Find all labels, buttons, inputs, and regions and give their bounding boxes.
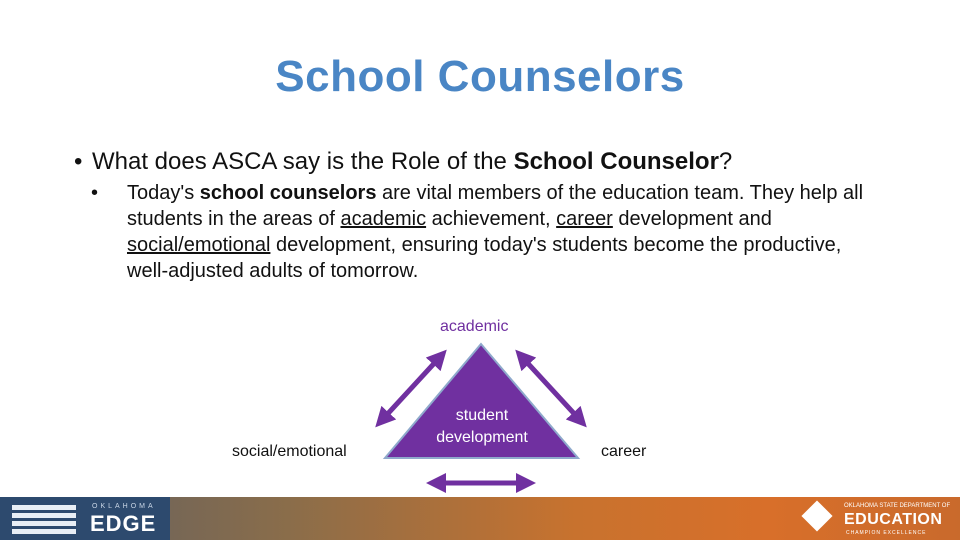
bullet2-p3: achievement, — [426, 208, 557, 230]
bullet-dot: • — [91, 182, 99, 204]
edge-stripes-icon — [12, 505, 76, 537]
bullet2-career: career — [556, 208, 613, 230]
label-career: career — [601, 443, 647, 460]
bullet2-p4: development and — [612, 208, 772, 230]
footer-bar — [0, 497, 960, 540]
triangle-label — [422, 405, 542, 449]
osde-logo-small-text: OKLAHOMA STATE DEPARTMENT OF — [844, 503, 951, 509]
bullet2-academic: academic — [340, 208, 427, 230]
bullet1-suffix: ? — [718, 148, 733, 175]
bullet1-prefix: What does ASCA say is the Role of the — [92, 148, 514, 175]
osde-logo — [802, 499, 952, 539]
osde-diamond-icon — [801, 500, 832, 531]
triangle-label-line1: student — [455, 407, 509, 424]
edge-logo-text: EDGE — [90, 511, 157, 536]
edge-logo-small-text: OKLAHOMA — [92, 503, 156, 510]
label-academic: academic — [440, 318, 509, 335]
bullet2-p1: Today's — [127, 182, 200, 204]
bullet2-social: social/emotional — [127, 234, 271, 256]
triangle-label-line2: development — [436, 429, 528, 446]
bullet2-p2: are vital members of the education team. They help all students in the areas of — [127, 182, 864, 230]
slide-title: School Counselors — [275, 52, 685, 101]
osde-logo-tagline: CHAMPION EXCELLENCE — [846, 530, 927, 536]
osde-logo-text: EDUCATION — [844, 511, 943, 528]
bullet1-bold: School Counselor — [513, 148, 719, 175]
bullet2-p5: development, ensuring today's students become the productive, well-adjusted adults of tomorrow. — [127, 234, 842, 282]
bullet-dot: • — [74, 148, 83, 175]
oklahoma-edge-logo — [0, 497, 170, 540]
bullet2-bold: school counselors — [199, 182, 377, 204]
label-social-emotional: social/emotional — [232, 443, 347, 460]
